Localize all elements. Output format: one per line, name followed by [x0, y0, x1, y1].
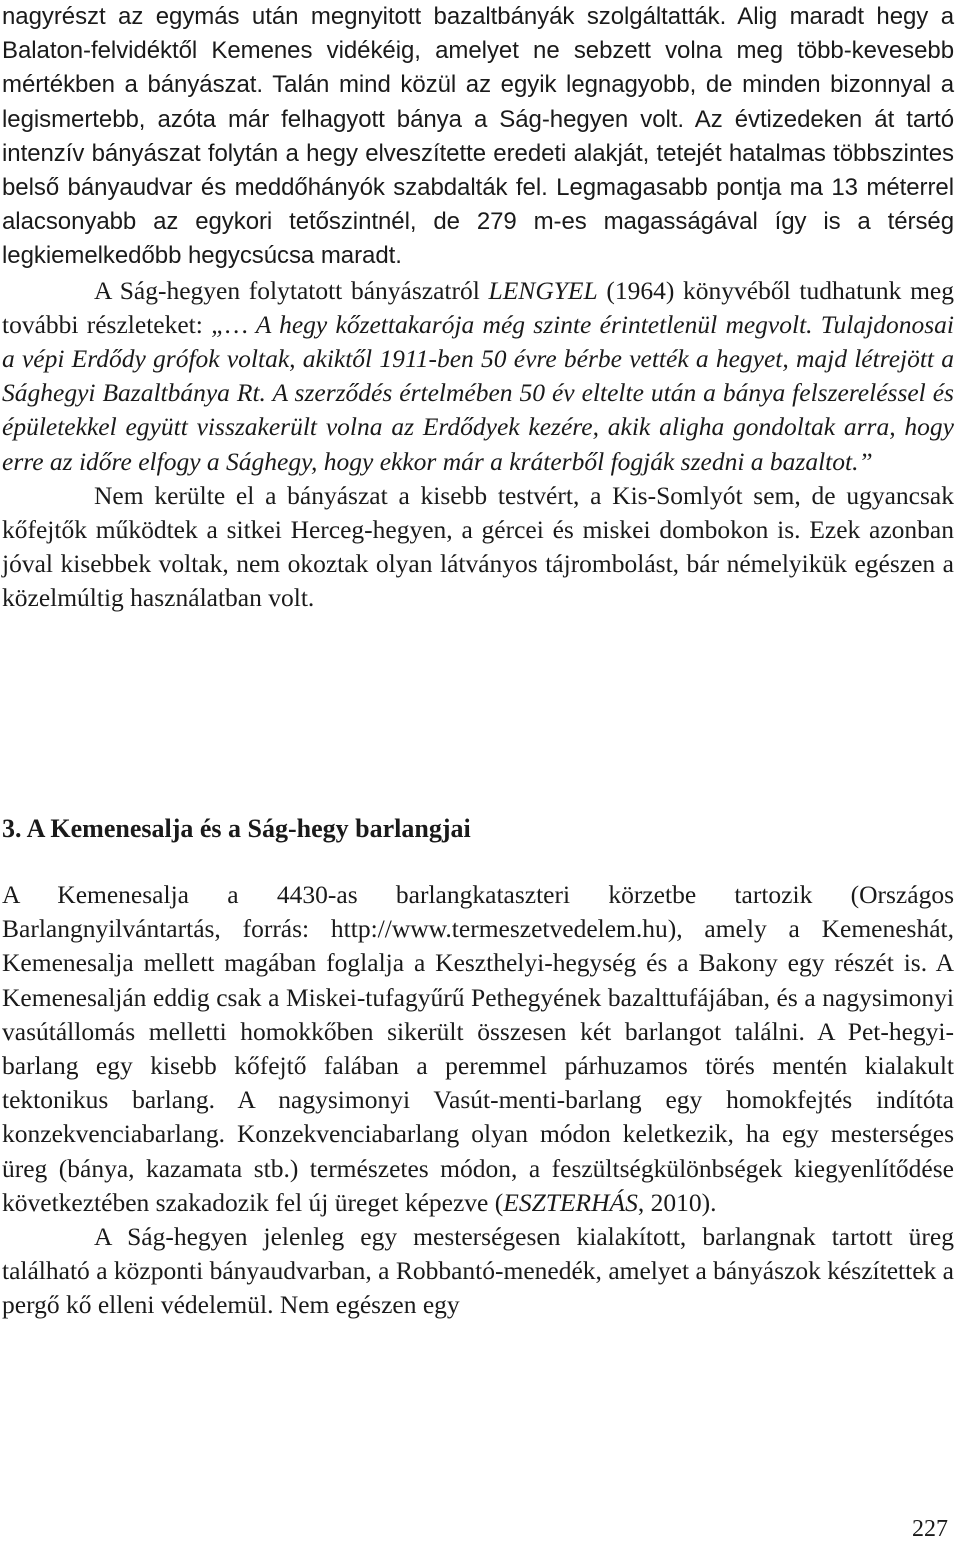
quoted-text: „… A hegy kőzettakarója még szinte érintetlenül megvolt. Tulajdonosai a vépi Erdődy grófok voltak, akiktől 1911-ben 50 évre bérbe vették a hegyet, majd létrejött a Sághegyi Bazaltbánya Rt. A szerződés értelmében 50 év eltelte után a bánya felszereléssel és épületekkel együtt visszakerült volna az Erdődyek kezére, akik aligha gondoltak arra, hogy erre az időre elfogy a Sághegy, hogy ekkor már a kráterből fogják szedni a bazaltot.”: [2, 309, 954, 476]
section-mining-history: [2, 0, 954, 616]
paragraph-text: nagyrészt az egymás után megnyitott bazaltbányák szolgáltatták. Alig maradt hegy a Balaton-felvidéktől Kemenes vidékéig, amelyet ne sebzett volna meg több-kevesebb mértékben a bányászat. Talán mind közül az egyik legnagyobb, de minden bizonnyal a legismertebb, azóta már felhagyott bánya a Ság-hegyen volt. Az évtizedeken át tartó intenzív bányászat folytán a hegy elveszítette eredeti alakját, tetejét hatalmas többszintes belső bányaudvar és meddőhányók szabdalták fel. Legmagasabb pontja ma 13 méterrel alacsonyabb az egykori tetőszintnél, de 279 m-es magasságával így is a térség legkiemelkedőbb hegycsúcsa maradt.: [2, 3, 954, 270]
paragraph-basalt-mining: [2, 0, 954, 274]
paragraph-text: Nem kerülte el a bányászat a kisebb testvért, a Kis-Somlyót sem, de ugyancsak kőfejtők működtek a sitkei Herceg-hegyen, a gércei és miskei dombokon is. Ezek azonban jóval kisebbek voltak, nem okoztak olyan látványos tájrombolást, bár némelyikük egészen a közelmúltig használatban volt.: [2, 480, 954, 613]
paragraph-text: A Kemenesalja a 4430-as barlangkataszteri körzetbe tartozik (Országos Barlangnyilvántartás, forrás: http://www.termeszetvedelem.hu), amely a Kemeneshát, Kemenesalja mellett magában foglalja a Keszthelyi-hegység és a Bakony egy részét is. A Kemenesalján eddig csak a Miskei-tufagyűrű Pethegyének bazalttufájában, és a nagysimonyi vasútállomás melletti homokkőben sikerült összesen két barlangot találni. A Pet-hegyi-barlang egy kisebb kőfejtő falában a peremmel párhuzamos törés mentén kialakult tektonikus barlang. A nagysimonyi Vasút-menti-barlang egy homokfejtés indítóta konzekvenciabarlang. Konzekvenciabarlang olyan módon keletkezik, ha egy mesterséges üreg (bánya, kazamata stb.) természetes módon, a feszültségkülönbségek kiegyenlítődése következtében szakadozik fel új üreget képezve (: [2, 880, 954, 1217]
section-caves: [2, 878, 954, 1323]
quote-intro: A Ság-hegyen folytatott bányászatról: [94, 275, 489, 305]
paragraph-robbanto-menedek: [2, 1220, 954, 1323]
page-number: 227: [912, 1516, 948, 1542]
paragraph-kis-somlyo: [2, 479, 954, 616]
author-citation: LENGYEL: [488, 275, 598, 305]
citation-year: , 2010).: [637, 1187, 717, 1217]
paragraph-text: A Ság-hegyen jelenleg egy mesterségesen kialakított, barlangnak tartott üreg található a központi bányaudvarban, a Robbantó-menedék, amelyet a bányászok készítettek a pergő kő elleni védelemül. Nem egészen egy: [2, 1222, 954, 1320]
quote-lead: (1964) könyvéből tudhatunk meg további részleteket:: [2, 275, 955, 339]
paragraph-lengyel-quote: [2, 274, 954, 479]
section-heading: 3. A Kemenesalja és a Ság-hegy barlangjai: [2, 814, 471, 843]
author-citation: ESZTERHÁS: [503, 1187, 638, 1217]
paragraph-cave-register: [2, 878, 954, 1220]
